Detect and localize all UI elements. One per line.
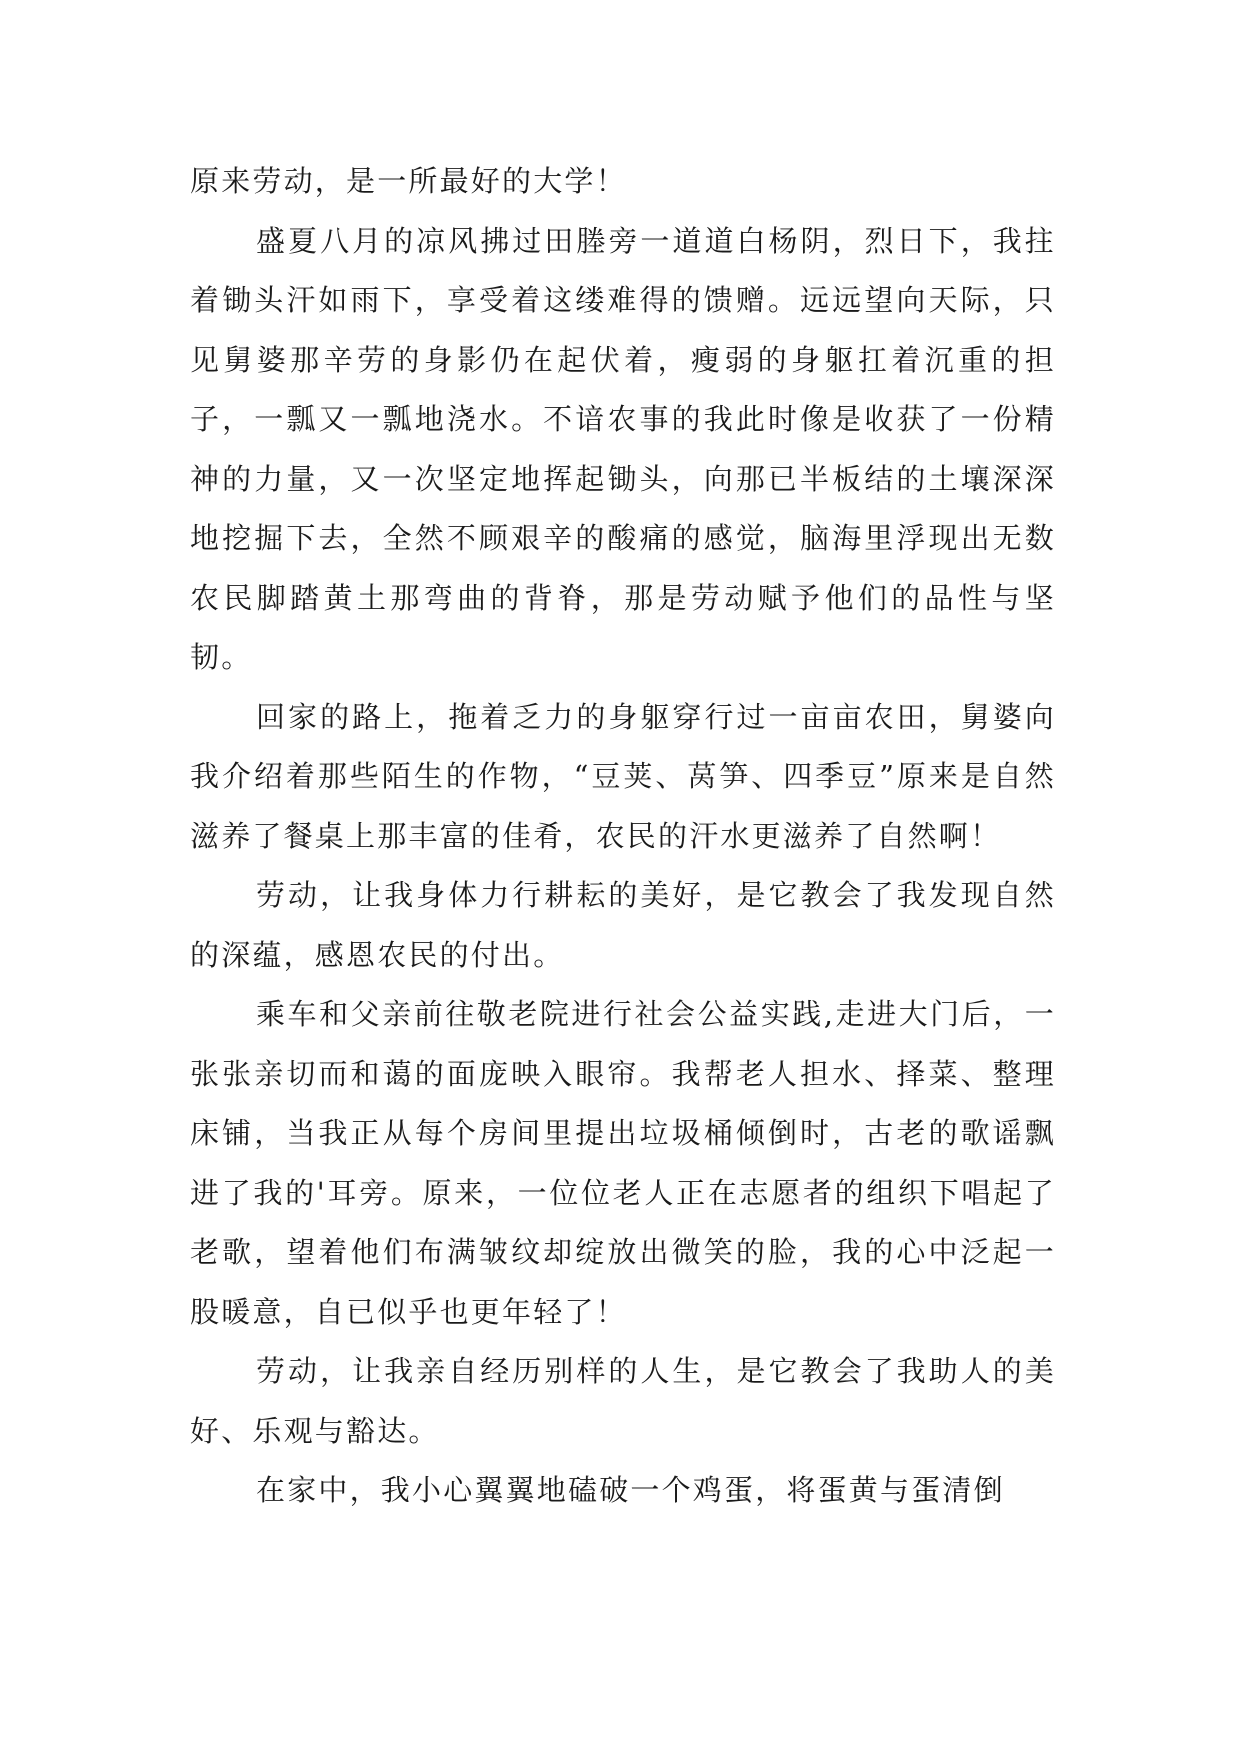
paragraph-farm-reflection: 劳动，让我身体力行耕耘的美好，是它教会了我发现自然的深蕴，感恩农民的付出。 xyxy=(190,878,1056,972)
paragraph-farm-work: 盛夏八月的凉风拂过田塍旁一道道白杨阴，烈日下，我拄着锄头汗如雨下，享受着这缕难得的馈赠。远远望向天际，只见舅婆那辛劳的身影仍在起伏着，瘦弱的身躯扛着沉重的担子，一瓢又一瓢地浇水。不谙农事的我此时像是收获了一份精神的力量，又一次坚定地挥起锄头，向那已半板结的土壤深深地挖掘下去，全然不顾艰辛的酸痛的感觉，脑海里浮现出无数农民脚踏黄土那弯曲的背脊，那是劳动赋予他们的品性与坚韧。 xyxy=(190,223,1056,674)
paragraph-at-home: 在家中，我小心翼翼地磕破一个鸡蛋，将蛋黄与蛋清倒 xyxy=(256,1473,1005,1507)
paragraph-conclusion: 原来劳动，是一所最好的大学！ xyxy=(190,164,627,198)
paragraph-way-home: 回家的路上，拖着乏力的身躯穿行过一亩亩农田，舅婆向我介绍着那些陌生的作物，“豆荚、莴笋、四季豆”原来是自然滋养了餐桌上那丰富的佳肴，农民的汗水更滋养了自然啊！ xyxy=(190,699,1056,853)
paragraph-nursing-reflection: 劳动，让我亲自经历别样的人生，是它教会了我助人的美好、乐观与豁达。 xyxy=(190,1354,1056,1448)
document-body xyxy=(190,152,1056,1521)
paragraph-nursing-home: 乘车和父亲前往敬老院进行社会公益实践,走进大门后，一张张亲切而和蔼的面庞映入眼帘。我帮老人担水、择菜、整理床铺，当我正从每个房间里提出垃圾桶倾倒时，古老的歌谣飘进了我的'耳旁。原来，一位位老人正在志愿者的组织下唱起了老歌，望着他们布满皱纹却绽放出微笑的脸，我的心中泛起一股暖意，自已似乎也更年轻了！ xyxy=(190,997,1056,1329)
